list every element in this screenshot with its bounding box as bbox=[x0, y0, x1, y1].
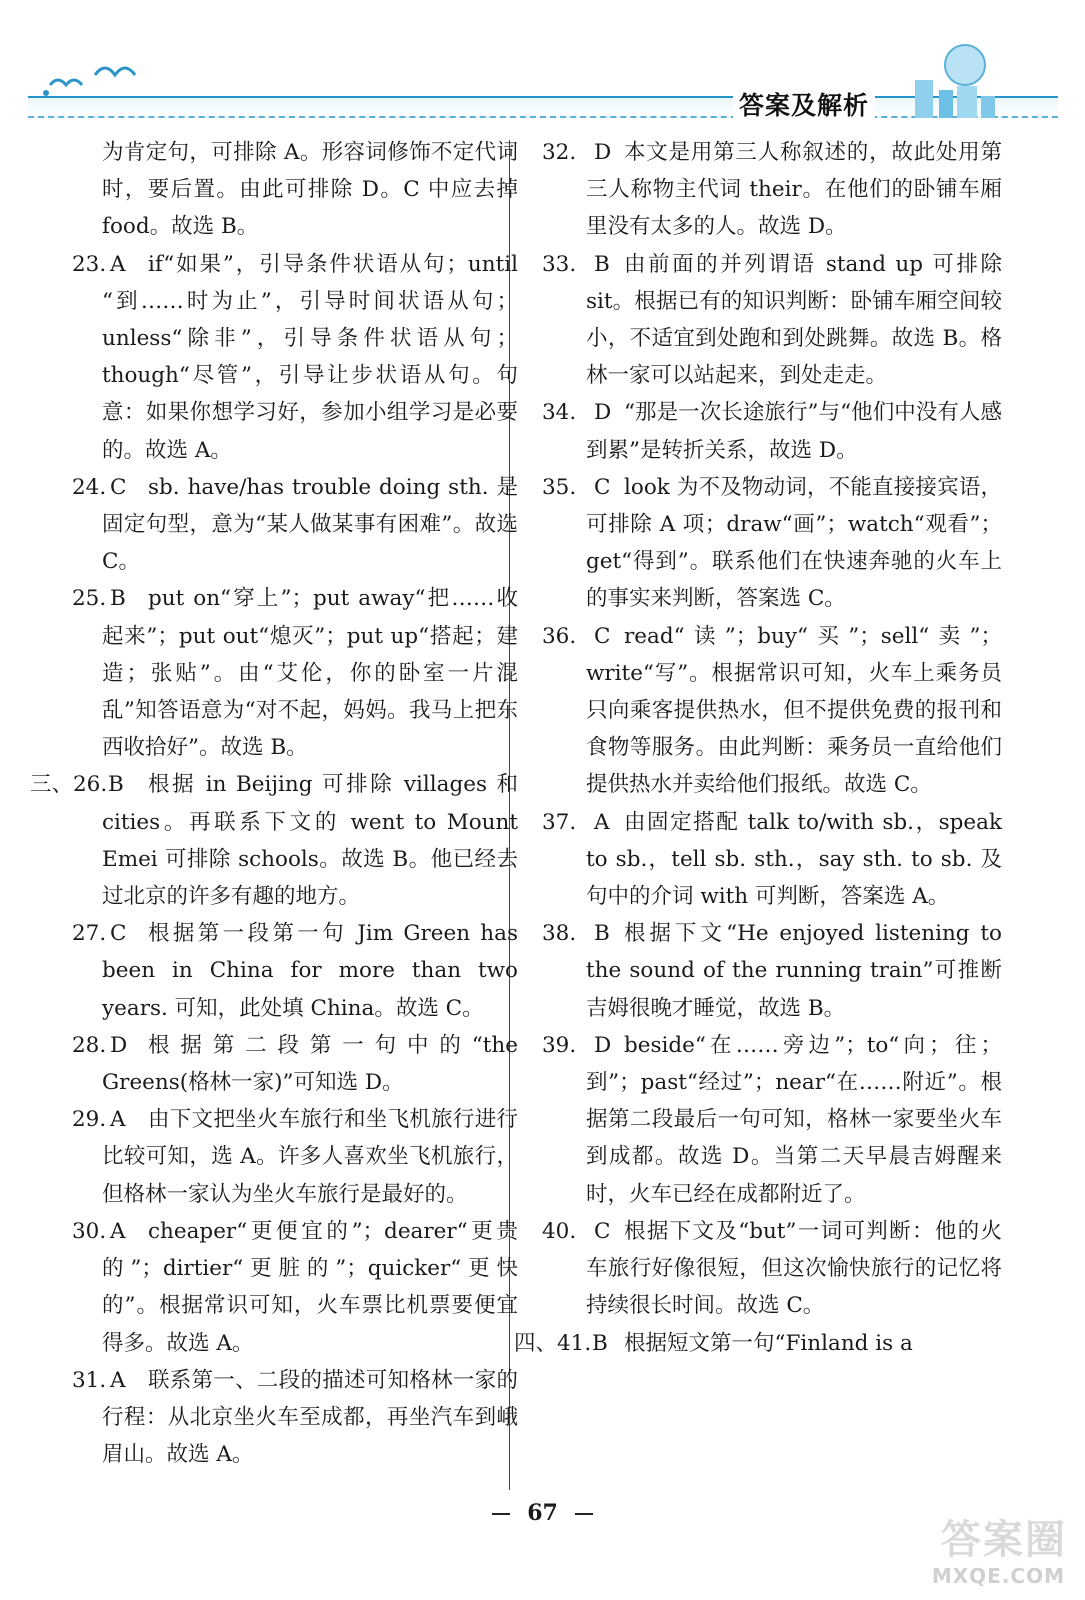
answer-explanation: read“读”；buy“买”；sell“卖”；write“写”。根据常识可知，火车上乘务员只向乘客提供热水，但不提供免费的报刊和食物等服务。由此判断：乘务员一直给他们提供热水并卖给他们报纸。故选 C。 bbox=[586, 623, 1002, 798]
lighthouse-decoration-icon bbox=[895, 40, 1005, 120]
question-number: 34. bbox=[542, 400, 577, 426]
answer-letter: A bbox=[110, 1367, 126, 1393]
question-number: 33. bbox=[542, 251, 577, 277]
answer-entry bbox=[48, 469, 518, 581]
answer-letter: B bbox=[594, 251, 610, 277]
answer-entry bbox=[532, 618, 1002, 804]
answer-entry bbox=[532, 134, 1002, 246]
question-number: 31. bbox=[72, 1367, 107, 1393]
answer-letter: C bbox=[110, 921, 127, 947]
answer-explanation: 本文是用第三人称叙述的，故此处用第三人称物主代词 their。在他们的卧铺车厢里没有太多的人。故选 D。 bbox=[586, 140, 1002, 240]
page-number: 67 bbox=[527, 1500, 558, 1526]
answer-explanation: 由前面的并列谓语 stand up 可排除 sit。根据已有的知识判断：卧铺车厢空间较小，不适宜到处跑和到处跳舞。故选 B。格林一家可以站起来，到处走走。 bbox=[586, 251, 1002, 389]
answer-entry bbox=[48, 246, 518, 469]
answer-explanation: 根据第二段第一句中的“the Greens(格林一家)”可知选 D。 bbox=[102, 1032, 518, 1096]
answer-entry bbox=[532, 915, 1002, 1027]
answer-entry bbox=[48, 134, 518, 246]
question-number: 32. bbox=[542, 140, 577, 165]
answer-entry bbox=[48, 1027, 518, 1101]
question-number: 30. bbox=[72, 1218, 107, 1244]
answer-letter: A bbox=[110, 1218, 126, 1244]
answer-letter: B bbox=[594, 921, 610, 947]
footer-dash-right bbox=[575, 1513, 593, 1515]
answer-explanation: cheaper“更便宜的”；dearer“更贵的”；dirtier“更脏的”；quicker“更快的”。根据常识可知，火车票比机票要便宜得多。故选 A。 bbox=[102, 1218, 518, 1356]
question-number: 四、41. bbox=[514, 1330, 592, 1356]
left-column bbox=[30, 134, 518, 1473]
answer-letter: B bbox=[592, 1330, 608, 1356]
watermark-logo bbox=[897, 1508, 1067, 1588]
question-number: 39. bbox=[542, 1032, 577, 1058]
answer-explanation: 为肯定句，可排除 A。形容词修饰不定代词时，要后置。由此可排除 D。C 中应去掉 food。故选 B。 bbox=[102, 140, 518, 240]
answer-letter: C bbox=[594, 1218, 611, 1244]
question-number: 36. bbox=[542, 623, 577, 649]
question-number: 23. bbox=[72, 251, 107, 277]
watermark-title: 答案圈 bbox=[941, 1517, 1067, 1563]
answer-explanation: 根据下文“He enjoyed listening to the sound of the running train”可推断吉姆很晚才睡觉，故选 B。 bbox=[586, 921, 1002, 1021]
answer-letter: B bbox=[108, 772, 124, 798]
answer-letter: A bbox=[110, 251, 126, 277]
answer-explanation: “那是一次长途旅行”与“他们中没有人感到累”是转折关系，故选 D。 bbox=[586, 400, 1002, 463]
answer-letter: D bbox=[110, 1032, 128, 1058]
answer-entry bbox=[532, 1027, 1002, 1213]
answer-entry bbox=[48, 1362, 518, 1474]
answer-explanation: put on“穿上”；put away“把……收起来”；put out“熄灭”；put up“搭起；建造；张贴”。由“艾伦，你的卧室一片混乱”知答语意为“对不起，妈妈。我马上把东西收拾好”。故选 B。 bbox=[102, 586, 518, 761]
answer-letter: D bbox=[594, 140, 612, 165]
page-header bbox=[0, 0, 1085, 130]
answer-explanation: if“如果”，引导条件状语从句；until “到……时为止”，引导时间状语从句；unless“除非”，引导条件状语从句；though“尽管”，引导让步状语从句。句意：如果你想学习好，参加小组学习是必要的。故选 A。 bbox=[102, 251, 518, 463]
question-number: 37. bbox=[542, 809, 577, 835]
question-number: 28. bbox=[72, 1032, 107, 1058]
answer-entry bbox=[514, 1325, 1002, 1362]
answer-explanation: 根据下文及“but”一词可判断：他的火车旅行好像很短，但这次愉快旅行的记忆将持续很长时间。故选 C。 bbox=[586, 1218, 1002, 1319]
question-number: 35. bbox=[542, 474, 577, 500]
answer-letter: A bbox=[594, 809, 610, 835]
answer-entry bbox=[532, 394, 1002, 468]
answer-letter: C bbox=[594, 474, 611, 500]
answer-explanation: beside“在……旁边”；to“向；往；到”；past“经过”；near“在……附近”。根据第二段最后一句可知，格林一家要坐火车到成都。故选 D。当第二天早晨吉姆醒来时，火车已经在成都附近了。 bbox=[586, 1032, 1002, 1207]
question-number: 24. bbox=[72, 474, 107, 500]
question-number: 三、26. bbox=[30, 772, 108, 798]
answer-entry bbox=[48, 1101, 518, 1213]
answer-letter: A bbox=[110, 1107, 126, 1133]
answer-explanation: 根据第一段第一句 Jim Green has been in China for more than two years. 可知，此处填 China。故选 C。 bbox=[102, 921, 518, 1021]
answer-explanation: look 为不及物动词，不能直接接宾语，可排除 A 项；draw“画”；watch“观看”；get“得到”。联系他们在快速奔驰的火车上的事实来判断，答案选 C。 bbox=[586, 474, 1002, 612]
right-column bbox=[514, 134, 1002, 1362]
answer-entry bbox=[532, 246, 1002, 395]
header-title: 答案及解析 bbox=[733, 86, 875, 122]
answer-explanation: 由下文把坐火车旅行和坐飞机旅行进行比较可知，选 A。许多人喜欢坐飞机旅行，但格林一家认为坐火车旅行是最好的。 bbox=[102, 1107, 518, 1207]
question-number: 29. bbox=[72, 1107, 107, 1133]
answer-explanation: sb. have/has trouble doing sth. 是固定句型，意为“某人做某事有困难”。故选 C。 bbox=[102, 474, 518, 575]
answer-entry bbox=[30, 766, 518, 915]
answer-letter: D bbox=[594, 1032, 612, 1058]
answer-explanation: 由固定搭配 talk to/with sb.，speak to sb.，tell sb. sth.，say sth. to sb. 及句中的介词 with 可判断，答案选 A。 bbox=[586, 809, 1002, 910]
answer-letter: D bbox=[594, 400, 612, 426]
footer-dash-left bbox=[492, 1513, 510, 1515]
answer-explanation: 根据 in Beijing 可排除 villages 和 cities。再联系下文的 went to Mount Emei 可排除 schools。故选 B。他已经去过北京的许多有趣的地方。 bbox=[102, 772, 518, 910]
answer-entry bbox=[532, 804, 1002, 916]
answer-entry bbox=[532, 469, 1002, 618]
question-number: 40. bbox=[542, 1218, 577, 1244]
answer-entry bbox=[532, 1213, 1002, 1325]
answer-entry bbox=[48, 915, 518, 1027]
answer-letter: B bbox=[110, 586, 126, 612]
answer-explanation: 联系第一、二段的描述可知格林一家的行程：从北京坐火车至成都，再坐汽车到峨眉山。故选 A。 bbox=[102, 1367, 518, 1468]
question-number: 38. bbox=[542, 921, 577, 947]
answer-entry bbox=[48, 1213, 518, 1362]
answer-entry bbox=[48, 580, 518, 766]
answer-explanation: 根据短文第一句“Finland is a bbox=[624, 1330, 913, 1356]
question-number: 25. bbox=[72, 586, 107, 612]
watermark-url: MXQE.COM bbox=[931, 1564, 1065, 1588]
answer-letter: C bbox=[594, 623, 611, 649]
answer-letter: C bbox=[110, 474, 127, 500]
question-number: 27. bbox=[72, 921, 107, 947]
